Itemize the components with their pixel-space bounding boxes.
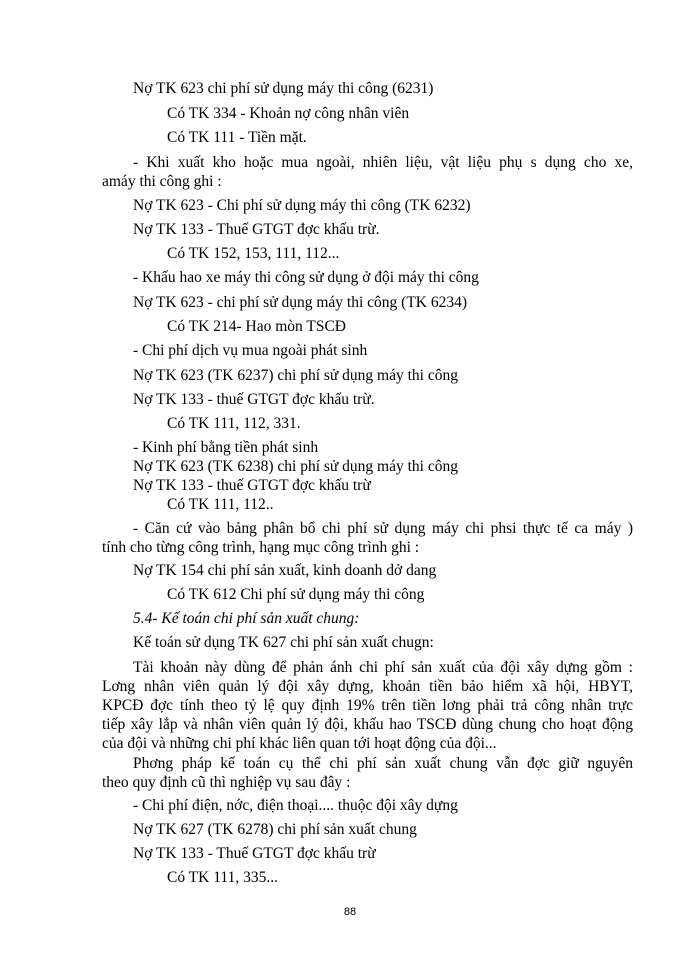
text-line: Nợ TK 627 (TK 6278) chi phí sản xuất chung [133, 821, 417, 838]
page-number: 88 [343, 906, 357, 918]
text-line: tính cho từng công trình, hạng mục công trình ghi : [102, 539, 420, 556]
text-line: Có TK 334 - Khoản nợ công nhân viên [167, 105, 410, 122]
text-line: amáy thi công ghi : [102, 173, 222, 190]
text-line: Phơng pháp kế toán cụ thể chi phí sản xuất chung vẫn đợc giữ nguyên [133, 755, 633, 772]
section-heading: 5.4- Kế toán chi phí sản xuất chung: [133, 610, 360, 627]
text-line: theo quy định cũ thì nghiệp vụ sau đây : [102, 774, 351, 791]
text-line: Có TK 111, 112.. [167, 496, 274, 513]
text-line: Có TK 111 - Tiền mặt. [167, 129, 307, 146]
text-line: Nợ TK 623 - chi phí sử dụng máy thi công (TK 6234) [133, 294, 468, 311]
text-line: Nợ TK 623 chi phí sử dụng máy thi công (6231) [133, 80, 434, 97]
text-line: Nợ TK 623 - Chi phí sử dụng máy thi công (TK 6232) [133, 197, 471, 214]
text-line: Có TK 152, 153, 111, 112... [167, 245, 340, 262]
text-line: tiếp xây lắp và nhân viên quản lý đội, khấu hao TSCĐ dùng chung cho hoạt động [102, 716, 633, 733]
text-line: Có TK 214- Hao mòn TSCĐ [167, 318, 346, 335]
text-line: Nợ TK 133 - Thuế GTGT đợc khấu trừ [133, 845, 376, 862]
text-line: - Căn cứ vào bảng phân bổ chi phí sử dụng máy chi phsi thực tế ca máy ) [133, 520, 633, 537]
text-line: Có TK 111, 335... [167, 869, 278, 886]
text-line: Có TK 612 Chi phí sử dụng máy thi công [167, 586, 425, 603]
text-line: Nợ TK 133 - Thuế GTGT đợc khấu trừ. [133, 221, 380, 238]
text-line: Nợ TK 623 (TK 6237) chi phí sử dụng máy thi công [133, 367, 458, 384]
text-line: - Chi phí điện, nớc, điện thoại.... thuộc đội xây dựng [133, 797, 458, 814]
text-line: - Khi xuất kho hoặc mua ngoài, nhiên liệu, vật liệu phụ s dụng cho xe, [133, 154, 633, 171]
text-line: - Chi phí dịch vụ mua ngoài phát sinh [133, 342, 368, 359]
text-line: Tài khoản này dùng để phản ánh chi phí sản xuất của đội xây dựng gồm : [133, 659, 633, 676]
text-line: KPCĐ đợc tính theo tỷ lệ quy định 19% trên tiền lơng phải trả công nhân trực [102, 697, 633, 714]
text-line: - Khấu hao xe máy thi công sử dụng ở đội máy thi công [133, 269, 479, 286]
text-line: Nợ TK 154 chi phí sản xuất, kinh doanh dở dang [133, 562, 437, 579]
text-line: Nợ TK 623 (TK 6238) chi phí sử dụng máy thi công [133, 458, 458, 475]
text-line: của đội và những chi phí khác liên quan tới hoạt động của đội... [102, 735, 497, 752]
text-line: Nợ TK 133 - thuế GTGT đợc khấu trừ [133, 477, 371, 494]
text-line: Có TK 111, 112, 331. [167, 415, 301, 432]
text-line: Kế toán sử dụng TK 627 chi phí sản xuất chugn: [133, 634, 434, 651]
text-line: Nợ TK 133 - thuế GTGT đợc khấu trừ. [133, 391, 375, 408]
text-line: - Kinh phí bằng tiền phát sinh [133, 439, 319, 456]
text-line: Lơng nhân viên quản lý đội xây dựng, khoản tiền bảo hiểm xã hội, HBYT, [102, 678, 633, 695]
